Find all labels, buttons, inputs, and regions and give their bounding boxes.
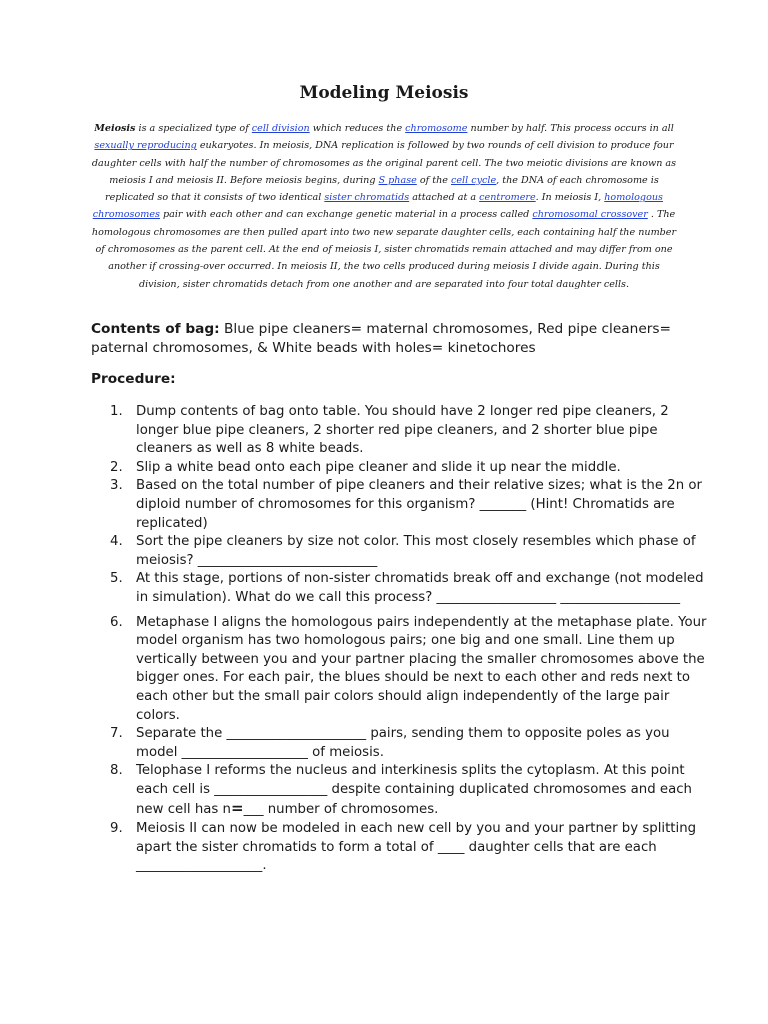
procedure-step: 6. Metaphase I aligns the homologous pairs independently at the metaphase plate. Your model organism has two homologous pairs; one big and one small. Line them up vertically between you and your partner placing the smaller chromosomes above the bigger ones. For each pair, the blues should be next to each other and reds next to each other but the small pair colors should align independently of the large pair colors. [110, 614, 707, 723]
procedure-step: 2. Slip a white bead onto each pipe cleaner and slide it up near the middle. [110, 459, 621, 475]
link-chromosomal-crossover[interactable]: chromosomal crossover [532, 209, 648, 221]
procedure-step: 5. At this stage, portions of non-sister chromatids break off and exchange (not modeled in simulation). What do we call this process? __________________ __________________ [110, 571, 704, 605]
procedure-step: 4. Sort the pipe cleaners by size not color. This most closely resembles which phase of meiosis? ___________________________ [110, 534, 696, 568]
procedure-step: 8. Telophase I reforms the nucleus and interkinesis splits the cytoplasm. At this point each cell is _________________ despite containing duplicated chromosomes and each new cell has n=___ number of chromosomes. [110, 763, 692, 818]
contents-label: Contents of bag: [91, 321, 220, 337]
equals-sign: = [230, 799, 244, 818]
link-cell-division[interactable]: cell division [251, 123, 310, 134]
link-centromere[interactable]: centromere [479, 192, 536, 204]
procedure-step: 9. Meiosis II can now be modeled in each new cell by you and your partner by splitting apart the sister chromatids to form a total of ____ daughter cells that are each ___________________. [110, 821, 697, 874]
procedure-step: 3. Based on the total number of pipe cleaners and their relative sizes; what is the 2n or diploid number of chromosomes for this organism? _______ (Hint! Chromatids are replicated) [110, 478, 702, 531]
procedure-heading: Procedure: [91, 371, 176, 387]
link-sexually-reproducing[interactable]: sexually reproducing [94, 140, 197, 152]
procedure-steps [110, 403, 710, 876]
contents-text: Blue pipe cleaners= maternal chromosomes, Red pipe cleaners= paternal chromosomes, & White beads with holes= kinetochores [91, 321, 671, 356]
intro-lead-term: Meiosis [94, 123, 136, 134]
link-sister-chromatids[interactable]: sister chromatids [324, 192, 410, 204]
page-title: Modeling Meiosis [299, 83, 469, 103]
link-s-phase[interactable]: S phase [378, 174, 417, 186]
procedure-step: 1. Dump contents of bag onto table. You should have 2 longer red pipe cleaners, 2 longer blue pipe cleaners, 2 shorter red pipe cleaners, and 2 shorter blue pipe cleaners as well as 8 white beads. [110, 404, 669, 457]
link-chromosome[interactable]: chromosome [405, 123, 468, 134]
contents-of-bag [91, 320, 711, 358]
intro-paragraph: Meiosis is a specialized type of cell division which reduces the chromosome number by half. This process occurs in all sexually reproducing eukaryotes. In meiosis, DNA replication is followed by two rounds of cell division to produce four daughter cells with half the number of chromosomes as the original parent cell. The two meiotic divisions are known as meiosis I and meiosis II. Before meiosis begins, during S phase of the cell cycle, the DNA of each chromosome is replicated so that it consists of two identical sister chromatids attached at a centromere. In meiosis I, homologous chromosomes pair with each other and can exchange genetic material in a process called chromosomal crossover . The homologous chromosomes are then pulled apart into two new separate daughter cells, each containing half the number of chromosomes as the parent cell. At the end of meiosis I, sister chromatids remain attached and may differ from one another if crossing-over occurred. In meiosis II, the two cells produced during meiosis I divide again. During this division, sister chromatids detach from one another and are separated into four total daughter cells. [91, 123, 677, 290]
link-homologous-chromosomes[interactable]: homologous chromosomes [92, 192, 663, 221]
procedure-step: 7. Separate the _____________________ pairs, sending them to opposite poles as you model ___________________ of meiosis. [110, 726, 670, 760]
link-cell-cycle[interactable]: cell cycle [451, 174, 497, 186]
